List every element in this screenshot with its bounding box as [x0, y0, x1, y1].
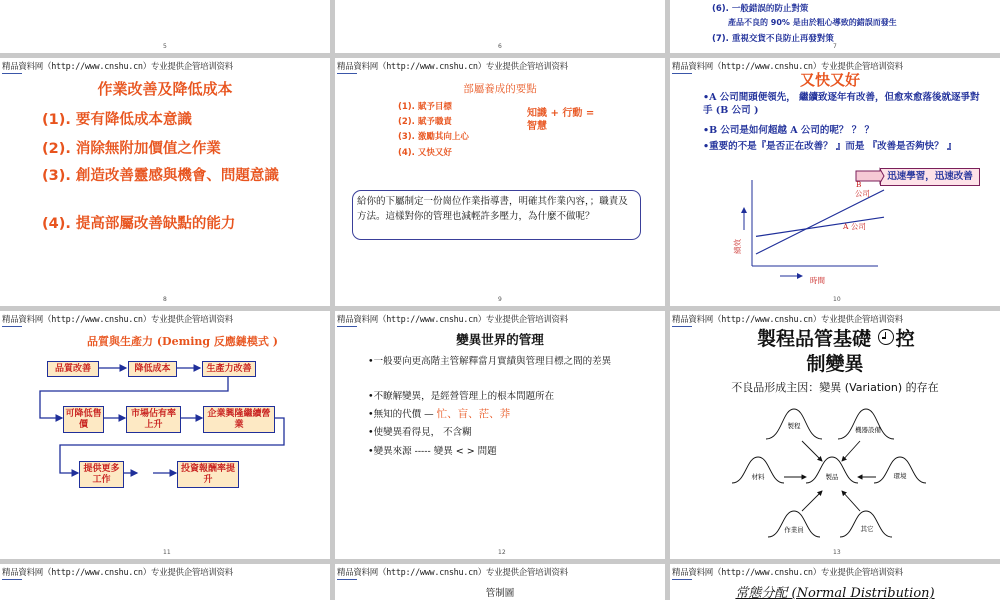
- node-label: 環境: [893, 472, 907, 480]
- slide-title: 品質與生產力 (Deming 反應鏈模式 ): [87, 335, 278, 348]
- node-label: 其它: [860, 525, 874, 533]
- slide-title-line2: 制變異: [806, 353, 864, 375]
- slide-title: 又快又好: [800, 71, 861, 89]
- bullet: •B 公司是如何超越 A 公司的呢？ ？ ？: [703, 125, 875, 136]
- chain-box: 市場佔有率上升: [126, 406, 181, 433]
- header-rule: [337, 326, 357, 327]
- node-label: 製品: [825, 473, 839, 481]
- slide-12: [335, 311, 665, 559]
- node-label: 製程: [787, 422, 801, 430]
- slide-6: [335, 0, 665, 53]
- series-label: B: [855, 179, 862, 189]
- slide-header: 精品資料网（http://www.cnshu.cn）专业提供企管培训资料: [2, 62, 233, 72]
- chain-box: 生產力改善: [202, 361, 256, 377]
- list-item: (4). 提高部屬改善缺點的能力: [42, 216, 236, 232]
- slide-subtitle: 不良品形成主因：變異 (Variation) 的存在: [731, 381, 939, 394]
- slide-16: [670, 564, 1000, 600]
- bell-curve: [838, 409, 894, 439]
- chain-box: 企業興隆繼續營業: [203, 406, 275, 433]
- note-box: 給你的下屬制定一份崗位作業指導書，明確其作業內容，；職責及方法。這樣對你的管理也減輕許多壓力，為什麼不做呢？: [352, 190, 641, 240]
- slide-header: 精品資料网（http://www.cnshu.cn）专业提供企管培训资料: [2, 568, 233, 578]
- bullet: •使變異看得見， 不含糊: [368, 427, 472, 438]
- slide-header: 精品資料网（http://www.cnshu.cn）专业提供企管培训资料: [337, 568, 568, 578]
- list-item: (3). 創造改善靈感與機會、問題意識: [42, 168, 279, 184]
- list-item: (4). 又快又好: [398, 148, 452, 158]
- bullet: •變異來源 ----- 變異 < > 問題: [368, 446, 497, 457]
- node-label: 材料: [751, 473, 765, 481]
- x-axis-label: 時間: [810, 276, 825, 285]
- slide-line: (6). 一般錯誤的防止對策: [712, 4, 809, 14]
- performance-chart: [670, 58, 1000, 306]
- bullet: [368, 406, 510, 421]
- list-item: (3). 激勵其向上心: [398, 132, 469, 142]
- slide-header: 精品資料网（http://www.cnshu.cn）专业提供企管培训资料: [2, 315, 233, 325]
- y-axis-label: 績效: [733, 239, 742, 254]
- slide-title: 部屬養成的要點: [463, 83, 537, 95]
- slide-header: 精品資料网（http://www.cnshu.cn）专业提供企管培训资料: [337, 62, 568, 72]
- page-number: 7: [833, 43, 837, 50]
- list-item: (1). 賦予目標: [398, 102, 452, 112]
- header-rule: [2, 73, 22, 74]
- page-number: 11: [163, 549, 171, 556]
- page-number: 12: [498, 549, 506, 556]
- page-number: 13: [833, 549, 841, 556]
- slide-title: 作業改善及降低成本: [97, 80, 233, 98]
- chain-box: 降低成本: [128, 361, 177, 377]
- list-item: (2). 賦予職責: [398, 117, 452, 127]
- slide-header: 精品資料网（http://www.cnshu.cn）专业提供企管培训资料: [337, 315, 568, 325]
- series-label: A 公司: [843, 222, 866, 232]
- slide-header: 精品資料网（http://www.cnshu.cn）专业提供企管培训资料: [672, 62, 903, 72]
- slide-11: [0, 311, 330, 559]
- page-number: 8: [163, 296, 167, 303]
- slide-line: 產品不良的 90% 是由於粗心導致的錯誤而發生: [728, 18, 897, 27]
- header-rule: [337, 73, 357, 74]
- slide-5: [0, 0, 330, 53]
- list-item: (1). 要有降低成本意識: [42, 112, 192, 128]
- deming-chain-diagram: [0, 311, 330, 559]
- slide-15: [335, 564, 665, 600]
- node-label: 作業員: [784, 526, 804, 534]
- cost-words: 忙、盲、茫、莽: [436, 408, 511, 420]
- bullet: •一般要向更高階主管解釋當月實績與管理目標之間的差異: [368, 356, 612, 367]
- slide-10: [670, 58, 1000, 306]
- node-label: 機器設備: [855, 426, 881, 434]
- page-number: 10: [833, 296, 841, 303]
- slide-line: (7). 重視交貨不良防止再發對策: [712, 34, 834, 44]
- series-label-line2: 公司: [854, 188, 870, 198]
- bullet: •不瞭解變異，是經營管理上的根本問題所在: [368, 391, 555, 402]
- slide-title: 變異世界的管理: [456, 332, 544, 347]
- slide-14: [0, 564, 330, 600]
- chain-box: 提供更多工作: [79, 461, 124, 488]
- slide-header: 精品資料网（http://www.cnshu.cn）专业提供企管培训资料: [672, 315, 903, 325]
- page-number: 6: [498, 43, 502, 50]
- title-part: 控: [895, 328, 915, 350]
- callout-box: 迅速學習，迅速改善: [880, 168, 980, 186]
- chain-box: 品質改善: [47, 361, 99, 377]
- slide-8: [0, 58, 330, 306]
- chain-box: 可降低售價: [63, 406, 104, 433]
- list-item: (2). 消除無附加價值之作業: [42, 141, 221, 157]
- slide-7: [670, 0, 1000, 53]
- variation-diagram: [670, 311, 1000, 559]
- chain-box: 投資報酬率提升: [177, 461, 239, 488]
- bullet-text: •無知的代價 —: [368, 409, 437, 420]
- title-part: 製程品管基礎: [757, 328, 878, 350]
- formula: 知識 + 行動 = 智慧: [527, 108, 595, 132]
- slide-9: [335, 58, 665, 306]
- bullet: •重要的不是『是否正在改善？ 』而是 『改善是否夠快？ 』: [703, 141, 957, 152]
- header-rule: [2, 579, 22, 580]
- bullet: •A 公司間頭便領先， 繼續致逐年有改善，但愈來愈落後就逐爭對手 (B 公司 ): [703, 92, 980, 116]
- slide-header: 精品資料网（http://www.cnshu.cn）专业提供企管培训资料: [672, 568, 903, 578]
- header-rule: [672, 579, 692, 580]
- slide-title: 管制圖: [485, 588, 515, 599]
- page-number: 9: [498, 296, 502, 303]
- page-number: 5: [163, 43, 167, 50]
- slide-title: 常態分配 (Normal Distribution): [735, 586, 935, 600]
- header-rule: [337, 579, 357, 580]
- slide-13: [670, 311, 1000, 559]
